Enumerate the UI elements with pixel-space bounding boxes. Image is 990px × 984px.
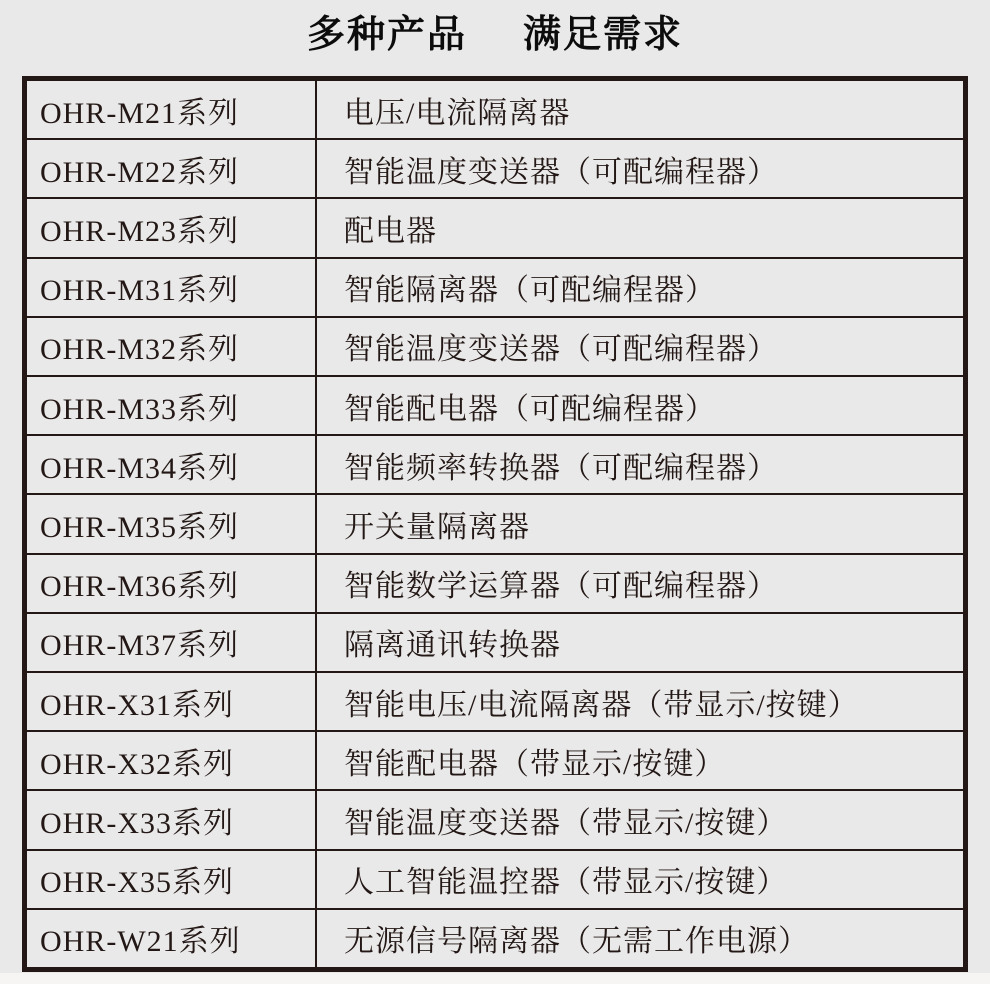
description-cell: 无源信号隔离器（无需工作电源） xyxy=(344,925,809,959)
series-cell: OHR-M37系列 xyxy=(27,614,317,671)
description-cell: 配电器 xyxy=(344,215,437,248)
description-cell: 智能配电器（带显示/按键） xyxy=(344,747,726,781)
series-cell: OHR-M32系列 xyxy=(27,318,317,375)
description-cell: 智能频率转换器（可配编程器） xyxy=(344,451,778,485)
page-title xyxy=(0,12,990,58)
description-cell: 智能隔离器（可配编程器） xyxy=(344,274,716,308)
table-row xyxy=(27,140,963,199)
product-table xyxy=(22,76,968,972)
description-cell: 开关量隔离器 xyxy=(344,511,530,545)
description-cell: 智能数学运算器（可配编程器） xyxy=(344,570,778,604)
description-cell: 隔离通讯转换器 xyxy=(344,629,561,663)
description-cell: 智能温度变送器（带显示/按键） xyxy=(344,807,788,841)
series-cell: OHR-M23系列 xyxy=(27,199,317,256)
table-row xyxy=(27,910,963,967)
series-cell: OHR-M36系列 xyxy=(27,555,317,612)
table-row xyxy=(27,673,963,732)
table-row xyxy=(27,732,963,791)
series-cell: OHR-X33系列 xyxy=(27,791,317,848)
description-cell: 智能温度变送器（可配编程器） xyxy=(344,155,778,189)
series-cell: OHR-X35系列 xyxy=(27,851,317,908)
series-cell: OHR-W21系列 xyxy=(27,910,317,967)
table-row xyxy=(27,318,963,377)
page-title-part2: 满足需求 xyxy=(523,14,684,56)
table-row xyxy=(27,495,963,554)
description-cell: 智能电压/电流隔离器（带显示/按键） xyxy=(344,688,859,722)
description-cell: 智能温度变送器（可配编程器） xyxy=(344,333,778,367)
series-cell: OHR-M33系列 xyxy=(27,377,317,434)
series-cell: OHR-M31系列 xyxy=(27,259,317,316)
description-cell: 电压/电流隔离器 xyxy=(344,96,571,130)
table-row xyxy=(27,851,963,910)
series-cell: OHR-M22系列 xyxy=(27,140,317,197)
table-row xyxy=(27,81,963,140)
series-cell: OHR-M21系列 xyxy=(27,81,317,138)
page-title-part1: 多种产品 xyxy=(306,14,467,56)
series-cell: OHR-X31系列 xyxy=(27,673,317,730)
series-cell: OHR-X32系列 xyxy=(27,732,317,789)
table-row xyxy=(27,614,963,673)
table-row xyxy=(27,555,963,614)
table-row xyxy=(27,377,963,436)
table-row xyxy=(27,436,963,495)
table-row xyxy=(27,259,963,318)
description-cell: 智能配电器（可配编程器） xyxy=(344,392,716,426)
table-row xyxy=(27,791,963,850)
description-cell: 人工智能温控器（带显示/按键） xyxy=(344,866,788,900)
series-cell: OHR-M34系列 xyxy=(27,436,317,493)
series-cell: OHR-M35系列 xyxy=(27,495,317,552)
table-row xyxy=(27,199,963,258)
